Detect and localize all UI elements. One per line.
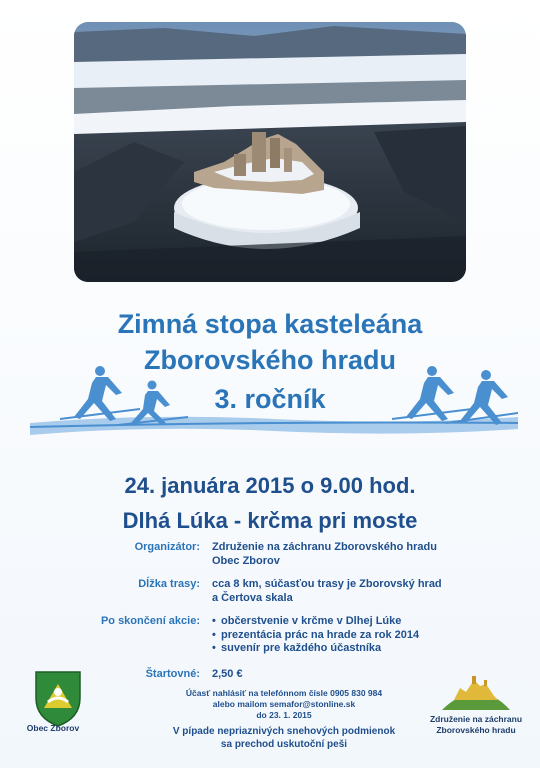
- after-event-item: • suvenír pre každého účastníka: [212, 642, 419, 656]
- length-value: [212, 578, 442, 605]
- title-line-1: Zimná stopa kasteleána: [117, 309, 423, 339]
- after-event-item: • prezentácia prác na hrade za rok 2014: [212, 629, 419, 643]
- fee-label: Štartovné:: [145, 668, 200, 680]
- fee-value: [212, 668, 243, 682]
- right-logo-caption-line: Zborovského hradu: [436, 725, 516, 735]
- organizer-value: [212, 541, 437, 568]
- organizer-label: Organizátor:: [134, 541, 200, 553]
- castle-association-logo-icon: [440, 670, 512, 714]
- fee-amount: 2,50 €: [212, 668, 243, 680]
- title-line-3: 3. ročník: [214, 384, 326, 414]
- length-line: cca 8 km, súčasťou trasy je Zborovský hrad: [212, 578, 442, 590]
- after-event-list: [212, 615, 419, 656]
- organizer-line: Obec Zborov: [212, 554, 280, 567]
- warning-line: sa prechod uskutoční peši: [220, 738, 348, 750]
- registration-notice: [150, 688, 418, 721]
- warning-line: V pípade nepriaznivých snehových podmienok: [172, 726, 396, 737]
- length-line: a Čertova skala: [212, 591, 293, 604]
- after-event-label: Po skončení akcie:: [100, 615, 200, 627]
- title-line-2: Zborovského hradu: [143, 345, 397, 375]
- weather-warning: [150, 726, 418, 751]
- castle-winter-photo: [74, 22, 466, 282]
- length-label: Dĺžka trasy:: [138, 578, 200, 590]
- registration-line: alebo mailom semafor@stonline.sk: [212, 699, 356, 709]
- after-event-item: • občerstvenie v krčme v Dlhej Lúke: [212, 615, 419, 629]
- registration-line: do 23. 1. 2015: [256, 710, 312, 720]
- right-logo-caption-line: Združenie na záchranu: [429, 714, 523, 724]
- organizer-line: Združenie na záchranu Zborovského hradu: [212, 541, 437, 553]
- right-logo-caption: [420, 714, 532, 736]
- left-logo-caption: Obec Zborov: [26, 723, 80, 733]
- registration-line: Účasť nahlásiť na telefónnom čísle 0905 830 984: [185, 688, 383, 698]
- zborov-coat-of-arms-icon: [28, 668, 88, 728]
- event-location: Dlhá Lúka - krčma pri moste: [122, 508, 418, 533]
- event-date-time: 24. januára 2015 o 9.00 hod.: [124, 473, 416, 498]
